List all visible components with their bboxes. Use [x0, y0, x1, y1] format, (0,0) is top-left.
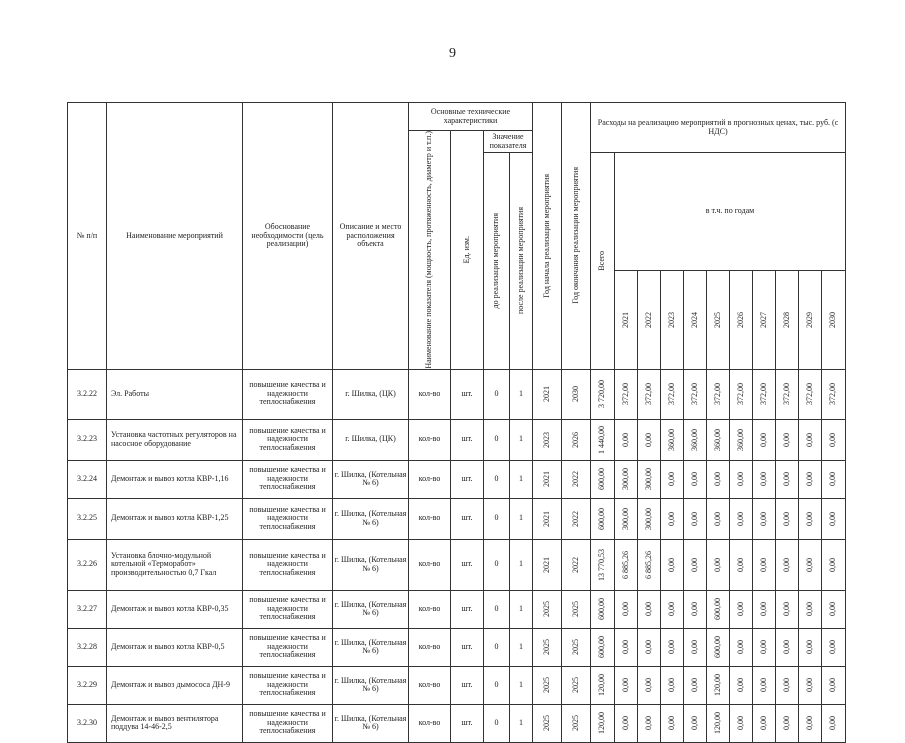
location: г. Шилка, (Котельная № 6) [333, 539, 409, 590]
year-cost: 0,00 [799, 704, 822, 742]
year-cost: 0,00 [638, 419, 661, 460]
unit: шт. [451, 704, 484, 742]
row-number: 3.2.29 [68, 666, 107, 704]
year-cost: 372,00 [730, 369, 753, 419]
start-year: 2025 [533, 590, 562, 628]
year-header: 2026 [730, 271, 753, 369]
year-cost: 120,00 [707, 666, 730, 704]
unit: шт. [451, 460, 484, 498]
year-cost: 0,00 [707, 460, 730, 498]
justification: повышение качества и надежности теплоснабжения [243, 460, 333, 498]
year-cost: 372,00 [753, 369, 776, 419]
table-row [68, 419, 846, 460]
year-cost: 0,00 [822, 460, 846, 498]
year-cost: 0,00 [661, 498, 684, 539]
year-cost: 300,00 [638, 498, 661, 539]
year-cost: 6 885,26 [638, 539, 661, 590]
location: г. Шилка, (Котельная № 6) [333, 628, 409, 666]
unit: шт. [451, 498, 484, 539]
location: г. Шилка, (ЦК) [333, 369, 409, 419]
year-cost: 0,00 [615, 704, 638, 742]
year-cost: 360,00 [730, 419, 753, 460]
year-header: 2022 [638, 271, 661, 369]
value-after: 1 [510, 704, 533, 742]
measure-name: Эл. Работы [107, 369, 243, 419]
indicator: кол-во [409, 460, 451, 498]
justification: повышение качества и надежности теплоснабжения [243, 539, 333, 590]
costs-group-header: Расходы на реализацию мероприятий в прогнозных ценах, тыс. руб. (с НДС) [591, 103, 846, 153]
year-cost: 0,00 [776, 590, 799, 628]
year-cost: 0,00 [684, 498, 707, 539]
year-cost: 0,00 [753, 628, 776, 666]
col-total-header: Всего [591, 153, 615, 370]
justification: повышение качества и надежности теплоснабжения [243, 628, 333, 666]
indicator: кол-во [409, 539, 451, 590]
year-cost: 0,00 [753, 704, 776, 742]
year-cost: 0,00 [707, 539, 730, 590]
col-before-header: до реализации мероприятия [484, 153, 510, 370]
year-cost: 0,00 [799, 498, 822, 539]
year-cost: 0,00 [799, 419, 822, 460]
end-year: 2025 [562, 590, 591, 628]
year-header: 2025 [707, 271, 730, 369]
value-after: 1 [510, 419, 533, 460]
end-year: 2026 [562, 419, 591, 460]
unit: шт. [451, 590, 484, 628]
table-row [68, 498, 846, 539]
year-cost: 0,00 [753, 498, 776, 539]
table-row [68, 704, 846, 742]
value-before: 0 [484, 539, 510, 590]
year-cost: 0,00 [730, 704, 753, 742]
col-after-header: после реализации мероприятия [510, 153, 533, 370]
value-before: 0 [484, 704, 510, 742]
measure-name: Установка частотных регуляторов на насосное оборудование [107, 419, 243, 460]
year-cost: 0,00 [684, 628, 707, 666]
location: г. Шилка, (Котельная № 6) [333, 460, 409, 498]
value-after: 1 [510, 369, 533, 419]
year-cost: 120,00 [707, 704, 730, 742]
start-year: 2025 [533, 704, 562, 742]
year-cost: 0,00 [730, 590, 753, 628]
year-cost: 300,00 [615, 498, 638, 539]
tech-group-header: Основные технические характеристики [409, 103, 533, 131]
year-cost: 360,00 [707, 419, 730, 460]
end-year: 2025 [562, 704, 591, 742]
year-cost: 0,00 [638, 628, 661, 666]
year-cost: 0,00 [822, 590, 846, 628]
year-header: 2023 [661, 271, 684, 369]
unit: шт. [451, 539, 484, 590]
value-before: 0 [484, 419, 510, 460]
year-cost: 0,00 [753, 460, 776, 498]
start-year: 2021 [533, 369, 562, 419]
year-cost: 0,00 [730, 666, 753, 704]
row-number: 3.2.22 [68, 369, 107, 419]
total-cost: 600,00 [591, 498, 615, 539]
start-year: 2021 [533, 498, 562, 539]
end-year: 2022 [562, 539, 591, 590]
year-cost: 0,00 [822, 419, 846, 460]
total-cost: 600,00 [591, 590, 615, 628]
year-cost: 0,00 [776, 539, 799, 590]
year-cost: 372,00 [684, 369, 707, 419]
value-before: 0 [484, 369, 510, 419]
year-cost: 0,00 [730, 628, 753, 666]
year-cost: 0,00 [799, 460, 822, 498]
year-cost: 0,00 [661, 590, 684, 628]
indicator: кол-во [409, 498, 451, 539]
table-row [68, 590, 846, 628]
year-cost: 0,00 [753, 590, 776, 628]
col-indicator-header: Наименование показателя (мощность, протяженность, диаметр и т.п.) [409, 131, 451, 370]
justification: повышение качества и надежности теплоснабжения [243, 590, 333, 628]
year-cost: 0,00 [776, 666, 799, 704]
end-year: 2025 [562, 628, 591, 666]
year-cost: 0,00 [799, 590, 822, 628]
year-cost: 0,00 [707, 498, 730, 539]
year-cost: 0,00 [615, 666, 638, 704]
year-cost: 0,00 [799, 628, 822, 666]
year-cost: 0,00 [615, 628, 638, 666]
year-cost: 600,00 [707, 590, 730, 628]
start-year: 2023 [533, 419, 562, 460]
year-cost: 0,00 [776, 498, 799, 539]
year-header: 2021 [615, 271, 638, 369]
col-unit-header: Ед. изм. [451, 131, 484, 370]
value-before: 0 [484, 460, 510, 498]
unit: шт. [451, 419, 484, 460]
year-cost: 360,00 [684, 419, 707, 460]
year-cost: 0,00 [822, 666, 846, 704]
total-cost: 120,00 [591, 704, 615, 742]
year-cost: 0,00 [730, 460, 753, 498]
value-after: 1 [510, 628, 533, 666]
table-body [68, 369, 846, 742]
year-cost: 0,00 [799, 666, 822, 704]
value-after: 1 [510, 666, 533, 704]
year-cost: 0,00 [684, 704, 707, 742]
value-after: 1 [510, 460, 533, 498]
year-cost: 600,00 [707, 628, 730, 666]
year-cost: 0,00 [661, 628, 684, 666]
year-cost: 372,00 [799, 369, 822, 419]
year-cost: 0,00 [730, 498, 753, 539]
year-cost: 0,00 [661, 666, 684, 704]
year-cost: 0,00 [799, 539, 822, 590]
by-years-header: в т.ч. по годам [615, 153, 846, 271]
year-cost: 0,00 [661, 460, 684, 498]
indicator: кол-во [409, 590, 451, 628]
year-cost: 0,00 [753, 666, 776, 704]
indicator: кол-во [409, 666, 451, 704]
year-cost: 0,00 [753, 419, 776, 460]
measure-name: Демонтаж и вывоз котла КВР-1,25 [107, 498, 243, 539]
value-before: 0 [484, 590, 510, 628]
start-year: 2025 [533, 666, 562, 704]
year-cost: 0,00 [638, 666, 661, 704]
year-cost: 0,00 [661, 539, 684, 590]
year-cost: 300,00 [615, 460, 638, 498]
measure-name: Демонтаж и вывоз дымососа ДН-9 [107, 666, 243, 704]
row-number: 3.2.26 [68, 539, 107, 590]
location: г. Шилка, (Котельная № 6) [333, 704, 409, 742]
year-header: 2028 [776, 271, 799, 369]
table-row [68, 460, 846, 498]
year-cost: 0,00 [661, 704, 684, 742]
start-year: 2021 [533, 539, 562, 590]
year-cost: 0,00 [684, 590, 707, 628]
start-year: 2021 [533, 460, 562, 498]
unit: шт. [451, 628, 484, 666]
year-cost: 0,00 [776, 628, 799, 666]
year-cost: 0,00 [753, 539, 776, 590]
value-before: 0 [484, 666, 510, 704]
year-cost: 0,00 [684, 539, 707, 590]
row-number: 3.2.24 [68, 460, 107, 498]
year-cost: 6 885,26 [615, 539, 638, 590]
indicator: кол-во [409, 369, 451, 419]
row-number: 3.2.23 [68, 419, 107, 460]
row-number: 3.2.28 [68, 628, 107, 666]
row-number: 3.2.25 [68, 498, 107, 539]
year-cost: 0,00 [822, 704, 846, 742]
year-cost: 372,00 [638, 369, 661, 419]
justification: повышение качества и надежности теплоснабжения [243, 369, 333, 419]
total-cost: 600,00 [591, 628, 615, 666]
year-header: 2027 [753, 271, 776, 369]
total-cost: 120,00 [591, 666, 615, 704]
row-number: 3.2.27 [68, 590, 107, 628]
table-header [68, 103, 846, 370]
year-cost: 0,00 [776, 460, 799, 498]
year-cost: 372,00 [707, 369, 730, 419]
year-cost: 0,00 [776, 419, 799, 460]
measures-table [67, 102, 846, 743]
measure-name: Демонтаж и вывоз котла КВР-1,16 [107, 460, 243, 498]
col-name-header: Наименование мероприятий [107, 103, 243, 370]
total-cost: 13 770,53 [591, 539, 615, 590]
year-cost: 0,00 [776, 704, 799, 742]
year-cost: 0,00 [638, 704, 661, 742]
year-cost: 300,00 [638, 460, 661, 498]
year-header: 2024 [684, 271, 707, 369]
year-cost: 372,00 [776, 369, 799, 419]
year-header: 2029 [799, 271, 822, 369]
indicator: кол-во [409, 419, 451, 460]
year-cost: 0,00 [638, 590, 661, 628]
year-cost: 0,00 [822, 628, 846, 666]
measure-name: Демонтаж и вывоз котла КВР-0,5 [107, 628, 243, 666]
year-cost: 372,00 [615, 369, 638, 419]
location: г. Шилка, (ЦК) [333, 419, 409, 460]
unit: шт. [451, 666, 484, 704]
year-header: 2030 [822, 271, 846, 369]
year-cost: 372,00 [661, 369, 684, 419]
value-after: 1 [510, 539, 533, 590]
total-cost: 600,00 [591, 460, 615, 498]
value-before: 0 [484, 628, 510, 666]
indicator: кол-во [409, 628, 451, 666]
year-cost: 0,00 [730, 539, 753, 590]
year-cost: 0,00 [684, 460, 707, 498]
value-before: 0 [484, 498, 510, 539]
year-cost: 0,00 [615, 419, 638, 460]
value-after: 1 [510, 590, 533, 628]
justification: повышение качества и надежности теплоснабжения [243, 704, 333, 742]
end-year: 2030 [562, 369, 591, 419]
table-row [68, 369, 846, 419]
start-year: 2025 [533, 628, 562, 666]
table-row [68, 628, 846, 666]
justification: повышение качества и надежности теплоснабжения [243, 666, 333, 704]
year-cost: 0,00 [615, 590, 638, 628]
indicator: кол-во [409, 704, 451, 742]
measure-name: Установка блочно-модульной котельной «Терморабот» производительностью 0,7 Гкал [107, 539, 243, 590]
measure-name: Демонтаж и вывоз котла КВР-0,35 [107, 590, 243, 628]
col-end-year-header: Год окончания реализации мероприятия [562, 103, 591, 370]
end-year: 2022 [562, 460, 591, 498]
col-location-header: Описание и место расположения объекта [333, 103, 409, 370]
location: г. Шилка, (Котельная № 6) [333, 666, 409, 704]
col-start-year-header: Год начала реализации мероприятия [533, 103, 562, 370]
end-year: 2025 [562, 666, 591, 704]
col-num-header: № п/п [68, 103, 107, 370]
total-cost: 1 440,00 [591, 419, 615, 460]
year-cost: 0,00 [684, 666, 707, 704]
table-row [68, 539, 846, 590]
year-cost: 0,00 [822, 498, 846, 539]
location: г. Шилка, (Котельная № 6) [333, 498, 409, 539]
value-group-header: Значение показателя [484, 131, 533, 153]
measure-name: Демонтаж и вывоз вентилятора поддува 14-46-2,5 [107, 704, 243, 742]
justification: повышение качества и надежности теплоснабжения [243, 419, 333, 460]
page-number: 9 [449, 46, 456, 61]
justification: повышение качества и надежности теплоснабжения [243, 498, 333, 539]
col-justification-header: Обоснование необходимости (цель реализации) [243, 103, 333, 370]
row-number: 3.2.30 [68, 704, 107, 742]
year-cost: 372,00 [822, 369, 846, 419]
unit: шт. [451, 369, 484, 419]
location: г. Шилка, (Котельная № 6) [333, 590, 409, 628]
end-year: 2022 [562, 498, 591, 539]
year-cost: 0,00 [822, 539, 846, 590]
total-cost: 3 720,00 [591, 369, 615, 419]
table-row [68, 666, 846, 704]
value-after: 1 [510, 498, 533, 539]
year-cost: 360,00 [661, 419, 684, 460]
